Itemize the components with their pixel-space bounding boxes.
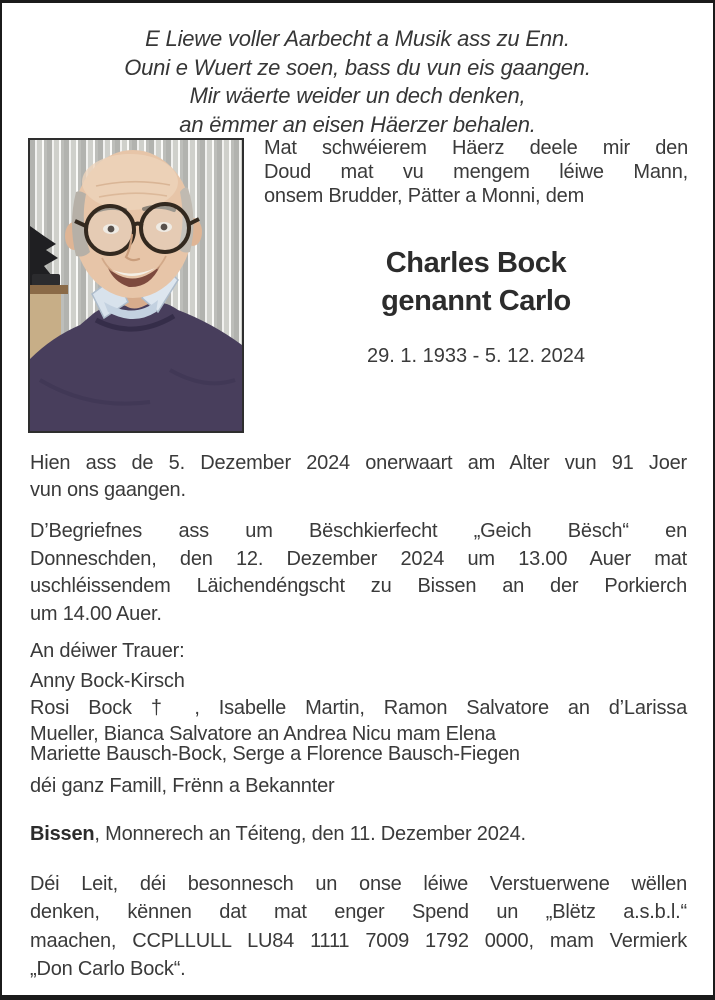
place-date-line — [30, 821, 687, 848]
mourner-entry: déi ganz Famill, Frënn a Bekannter — [30, 775, 335, 797]
donation-line: „Don Carlo Bock“. — [30, 957, 186, 980]
intro-line: onsem Brudder, Pätter a Monni, dem — [264, 185, 585, 207]
mourner-entry-line: Rosi Bock † , Isabelle Martin, Ramon Salvatore an d’Larissa — [30, 697, 687, 719]
portrait-photo — [28, 138, 244, 433]
death-line: vun ons gaangen. — [30, 479, 186, 501]
border-top — [0, 0, 715, 3]
epigraph-line: E Liewe voller Aarbecht a Musik ass zu Enn. — [145, 26, 570, 51]
intro-paragraph — [264, 136, 688, 208]
portrait-illustration — [30, 140, 242, 431]
funeral-line: uschléissendem Läichendéngscht zu Bissen an der Porkierch — [30, 575, 687, 597]
funeral-line: D’Begriefnes ass um Bëschkierfecht „Geich Bësch“ en — [30, 520, 687, 542]
shelf-objects — [32, 274, 60, 286]
donation-line: denken, kënnen dat mat enger Spend un „Blëtz a.s.b.l.“ — [30, 901, 687, 924]
border-left — [0, 0, 2, 1000]
epigraph-verse — [40, 25, 675, 139]
intro-line: Mat schwéierem Häerz deele mir den — [264, 137, 688, 159]
intro-line: Doud mat vu mengem léiwe Mann, — [264, 161, 688, 183]
funeral-paragraph — [30, 518, 687, 628]
mourner-entry — [30, 695, 687, 747]
life-dates: 29. 1. 1933 - 5. 12. 2024 — [367, 345, 585, 367]
epigraph-line: Ouni e Wuert ze soen, bass du vun eis gaangen. — [124, 54, 591, 80]
donation-line: Déi Leit, déi besonnesch un onse léiwe Verstuerwene wëllen — [30, 873, 687, 895]
deceased-name-line2: genannt Carlo — [381, 285, 571, 317]
place-date-rest: , Monnerech an Téiteng, den 11. Dezember 2024. — [94, 823, 526, 845]
shelf-edge — [30, 285, 68, 294]
mourner-entry: Mariette Bausch-Bock, Serge a Florence Bausch-Fiegen — [30, 743, 520, 765]
mourner-entry: Anny Bock-Kirsch — [30, 670, 185, 692]
border-bottom — [0, 995, 715, 1000]
funeral-line: um 14.00 Auer. — [30, 602, 162, 625]
death-paragraph — [30, 450, 687, 504]
epigraph-line: Mir wäerte weider un dech denken, — [189, 83, 526, 109]
deceased-name-line1: Charles Bock — [385, 247, 567, 279]
funeral-line: Donneschden, den 12. Dezember 2024 um 13.00 Auer mat — [30, 547, 687, 570]
death-line: Hien ass de 5. Dezember 2024 onerwaart am Alter vun 91 Joer — [30, 452, 687, 474]
epigraph-line: an ëmmer an eisen Häerzer behalen. — [179, 111, 536, 137]
mourner-entry-line: Mueller, Bianca Salvatore an Andrea Nicu mam Elena — [30, 723, 496, 745]
place-name: Bissen — [30, 823, 95, 845]
mourning-heading: An déiwer Trauer: — [30, 640, 185, 662]
deceased-name — [264, 244, 688, 320]
donation-line: maachen, CCPLLULL LU84 1111 7009 1792 0000, mam Vermierk — [30, 929, 687, 952]
donation-paragraph — [30, 870, 687, 983]
